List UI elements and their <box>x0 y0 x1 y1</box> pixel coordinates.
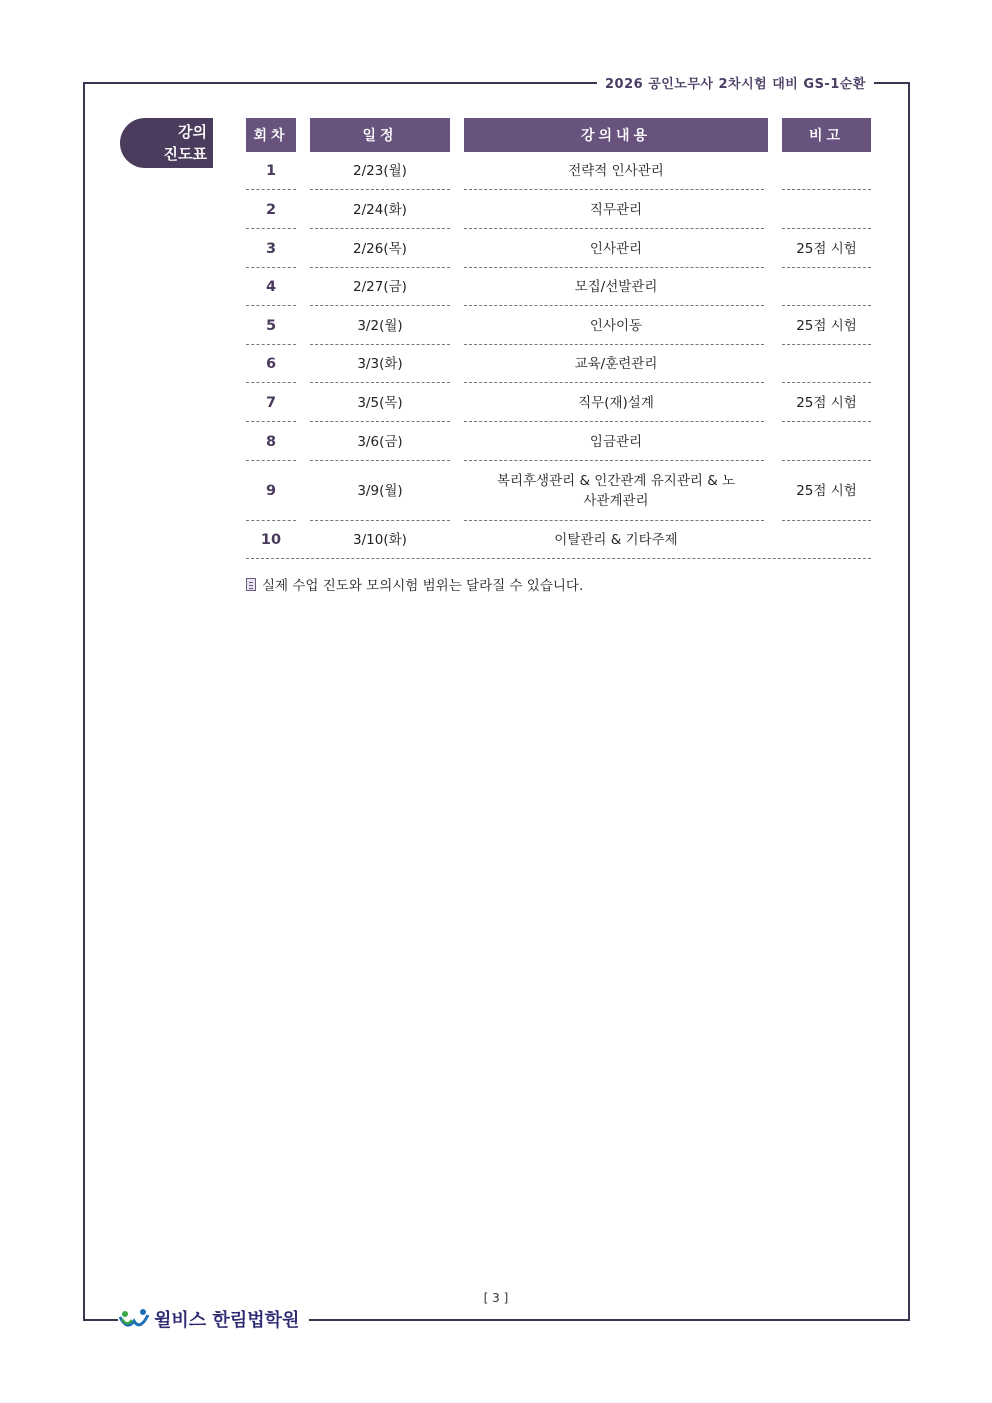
session-content: 임금관리 <box>589 433 643 450</box>
session-number: 1 <box>265 163 277 179</box>
session-number: 8 <box>265 433 277 450</box>
session-date: 2/26(목) <box>353 240 407 257</box>
session-content: 직무(재)설계 <box>578 394 654 411</box>
session-number: 9 <box>265 483 277 499</box>
session-date: 3/3(화) <box>357 356 403 372</box>
header-session: 회차 <box>246 118 296 152</box>
session-content: 인사이동 <box>589 317 643 334</box>
session-content: 직무관리 <box>589 201 643 218</box>
session-content: 교육/훈련관리 <box>574 356 658 372</box>
session-number: 4 <box>265 279 277 295</box>
header-schedule: 일정 <box>310 118 450 152</box>
session-date: 2/23(월) <box>353 163 407 179</box>
session-note: 25점 시험 <box>796 317 857 334</box>
session-note <box>782 268 871 306</box>
section-label <box>120 118 213 168</box>
session-content: 복리후생관리 & 인간관계 유지관리 & 노사관계관리 <box>496 473 736 509</box>
session-note: 25점 시험 <box>796 483 857 499</box>
header-content: 강의내용 <box>464 118 768 152</box>
page-number: [ 3 ] <box>483 1291 509 1305</box>
session-note <box>782 422 871 461</box>
session-note <box>782 521 871 559</box>
session-number: 6 <box>265 356 277 372</box>
session-note <box>782 152 871 190</box>
academy-logo <box>118 1306 309 1332</box>
session-note <box>782 345 871 383</box>
session-date: 3/2(월) <box>357 317 403 334</box>
session-number: 5 <box>265 317 277 334</box>
frame-right-line <box>908 82 910 1321</box>
frame-left-line <box>83 82 85 1321</box>
session-date: 3/10(화) <box>353 532 407 548</box>
session-number: 3 <box>265 240 277 257</box>
header-note: 비고 <box>782 118 871 152</box>
document-title: 2026 공인노무사 2차시험 대비 GS-1순환 <box>597 73 874 92</box>
session-note <box>782 190 871 229</box>
session-number: 7 <box>265 394 277 411</box>
session-date: 3/6(금) <box>357 433 403 450</box>
session-note: 25점 시험 <box>796 240 857 257</box>
session-note: 25점 시험 <box>796 394 857 411</box>
section-label-line2: 진도표 <box>163 145 207 163</box>
session-date: 2/27(금) <box>353 279 407 295</box>
footnote-text: 실제 수업 진도와 모의시험 범위는 달라질 수 있습니다. <box>262 578 584 594</box>
logo-mark-icon <box>118 1307 150 1331</box>
session-date: 2/24(화) <box>353 201 407 218</box>
session-number: 2 <box>265 201 277 218</box>
session-date: 3/5(목) <box>357 394 403 411</box>
session-content: 인사관리 <box>589 240 643 257</box>
session-content: 모집/선발관리 <box>574 279 658 295</box>
session-content: 이탈관리 & 기타주제 <box>554 532 678 548</box>
footnote <box>246 574 583 594</box>
section-label-line1: 강의 <box>178 123 207 141</box>
session-date: 3/9(월) <box>357 483 403 499</box>
session-content: 전략적 인사관리 <box>568 163 664 179</box>
session-number: 10 <box>260 532 282 548</box>
logo-text: 윌비스 한림법학원 <box>154 1310 300 1331</box>
row-divider <box>246 558 871 559</box>
memo-icon <box>246 578 256 591</box>
